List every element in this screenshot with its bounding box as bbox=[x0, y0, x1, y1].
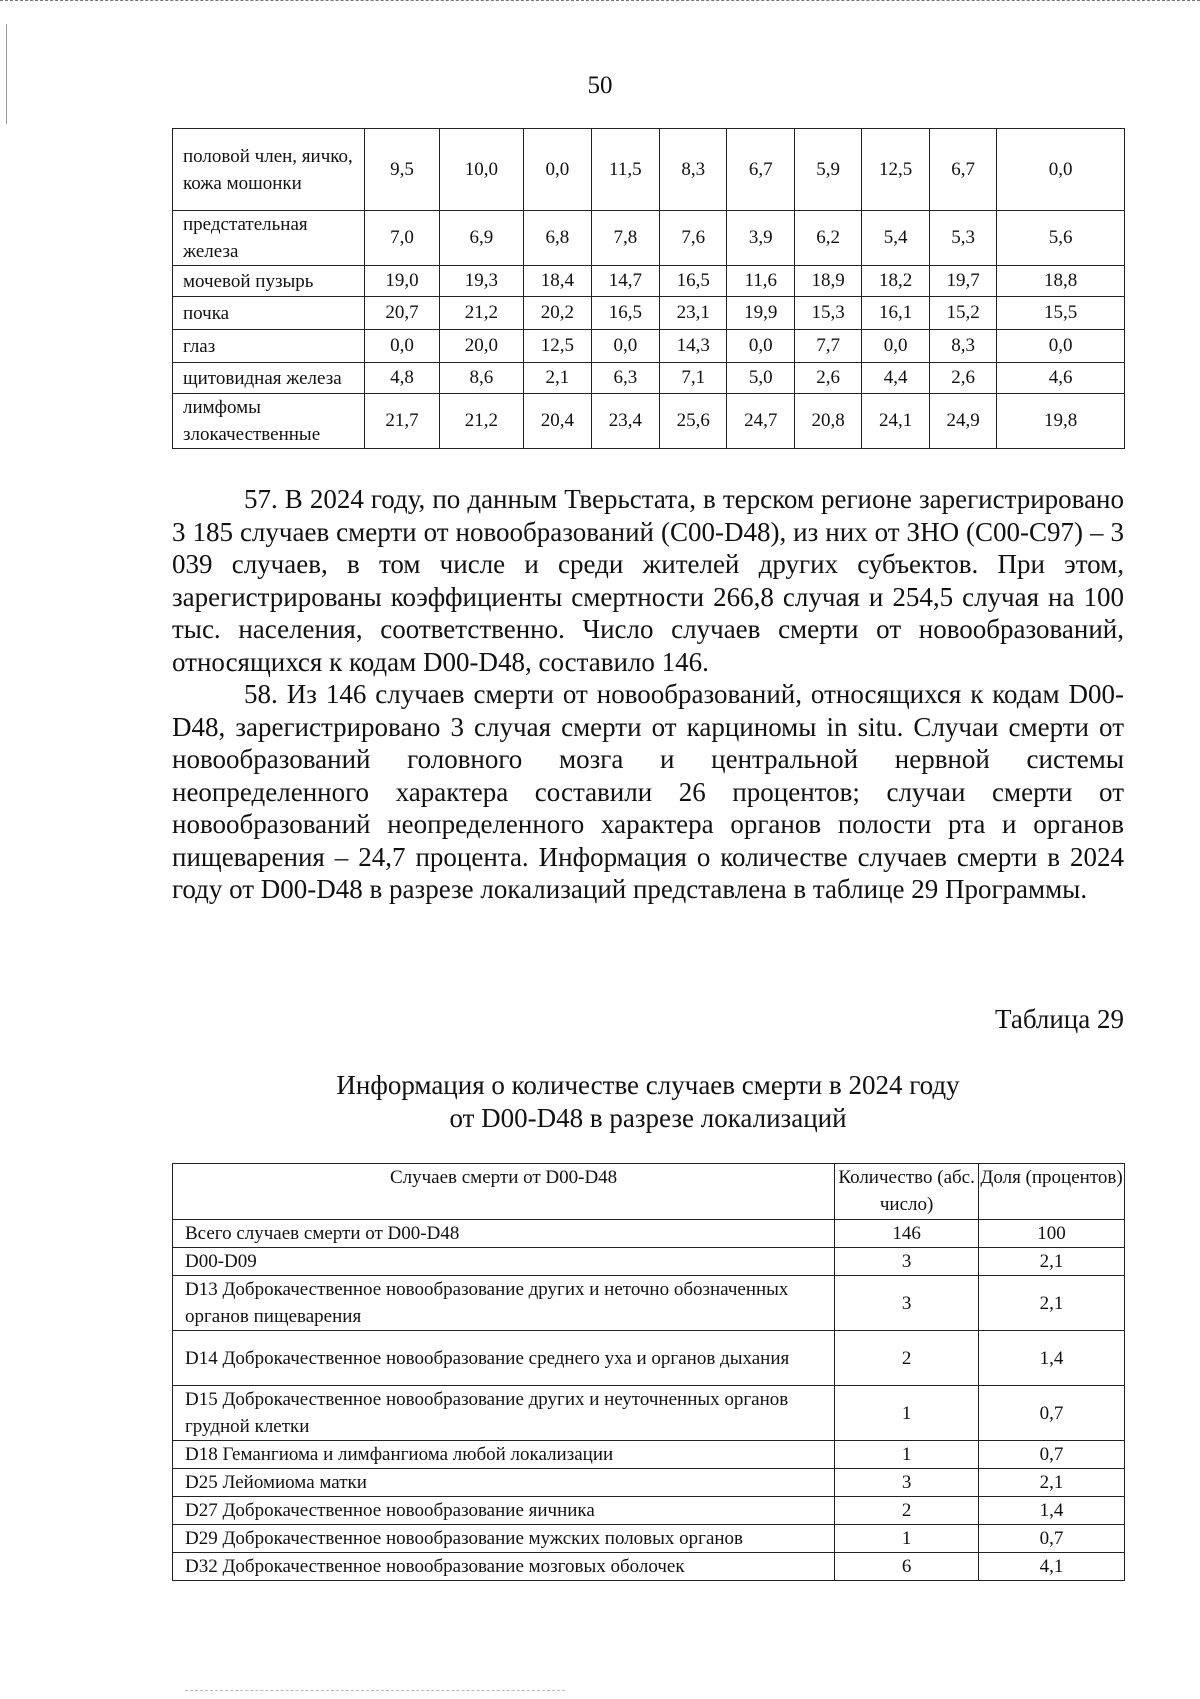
table-row bbox=[173, 1386, 1125, 1441]
table-cell: 20,2 bbox=[524, 297, 591, 330]
table-cell: 21,2 bbox=[439, 297, 524, 330]
row-share: 0,7 bbox=[979, 1386, 1125, 1441]
table-cell: 0,0 bbox=[997, 129, 1125, 211]
row-name: D18 Гемангиома и лимфангиома любой локализации bbox=[173, 1441, 835, 1469]
table-number-caption: Таблица 29 bbox=[995, 1004, 1124, 1034]
row-count: 1 bbox=[835, 1386, 979, 1441]
row-name: Всего случаев смерти от D00-D48 bbox=[173, 1220, 835, 1248]
table-cell: 25,6 bbox=[660, 394, 727, 449]
table-row bbox=[173, 1525, 1125, 1553]
row-share: 2,1 bbox=[979, 1248, 1125, 1276]
table-cell: 19,3 bbox=[439, 266, 524, 297]
paragraph-57: 57. В 2024 году, по данным Тверьстата, в терском регионе зарегистрировано 3 185 случаев смерти от новообразований (C00-D48), из них от ЗНО (C00-C97) – 3 039 случаев, в том числе и среди жителей других субъектов. При этом, зарегистрированы коэффициенты смертности 266,8 случая и 254,5 случая на 100 тыс. населения, соответственно. Число случаев смерти от новообразований, относящихся к кодам D00-D48, составило 146. bbox=[172, 484, 1124, 677]
table-cell: 24,1 bbox=[862, 394, 929, 449]
scan-bottom-edge bbox=[185, 1690, 565, 1692]
row-count: 6 bbox=[835, 1553, 979, 1581]
row-count: 1 bbox=[835, 1525, 979, 1553]
table-cell: 12,5 bbox=[862, 129, 929, 211]
table-header-row bbox=[173, 1164, 1125, 1220]
table-cell: 11,6 bbox=[727, 266, 794, 297]
row-share: 100 bbox=[979, 1220, 1125, 1248]
table-cell: 19,8 bbox=[997, 394, 1125, 449]
table-cell: 7,0 bbox=[365, 211, 439, 266]
row-label: щитовидная железа bbox=[173, 363, 365, 394]
table-cell: 5,6 bbox=[997, 211, 1125, 266]
table-cell: 23,1 bbox=[660, 297, 727, 330]
row-count: 1 bbox=[835, 1441, 979, 1469]
table-row bbox=[173, 297, 1125, 330]
table-cell: 14,3 bbox=[660, 330, 727, 363]
table-row bbox=[173, 1497, 1125, 1525]
table-cell: 23,4 bbox=[591, 394, 659, 449]
table-cell: 21,7 bbox=[365, 394, 439, 449]
table-cell: 24,7 bbox=[727, 394, 794, 449]
row-label: почка bbox=[173, 297, 365, 330]
table-cell: 6,7 bbox=[929, 129, 996, 211]
table-cell: 20,0 bbox=[439, 330, 524, 363]
table-cell: 19,9 bbox=[727, 297, 794, 330]
table-cell: 18,4 bbox=[524, 266, 591, 297]
table-row bbox=[173, 1553, 1125, 1581]
table-cell: 5,0 bbox=[727, 363, 794, 394]
table-cell: 0,0 bbox=[862, 330, 929, 363]
table-cell: 16,5 bbox=[591, 297, 659, 330]
table-cell: 6,2 bbox=[794, 211, 861, 266]
table-cell: 6,3 bbox=[591, 363, 659, 394]
table-cell: 7,6 bbox=[660, 211, 727, 266]
table-cell: 3,9 bbox=[727, 211, 794, 266]
table-cell: 2,1 bbox=[524, 363, 591, 394]
table-row bbox=[173, 129, 1125, 211]
row-share: 1,4 bbox=[979, 1497, 1125, 1525]
table-row bbox=[173, 1469, 1125, 1497]
row-count: 3 bbox=[835, 1276, 979, 1331]
table-cell: 20,7 bbox=[365, 297, 439, 330]
column-header-count: Количество (абс. число) bbox=[835, 1164, 979, 1220]
table-row bbox=[173, 1441, 1125, 1469]
row-label: мочевой пузырь bbox=[173, 266, 365, 297]
row-count: 3 bbox=[835, 1469, 979, 1497]
row-label: половой член, яичко, кожа мошонки bbox=[173, 129, 365, 211]
table-cell: 19,7 bbox=[929, 266, 996, 297]
row-share: 4,1 bbox=[979, 1553, 1125, 1581]
table-cell: 8,3 bbox=[929, 330, 996, 363]
body-text bbox=[172, 483, 1124, 906]
mortality-rate-table-continued bbox=[172, 128, 1125, 449]
row-count: 2 bbox=[835, 1331, 979, 1386]
row-count: 146 bbox=[835, 1220, 979, 1248]
scan-top-edge bbox=[0, 0, 1200, 3]
table-cell: 19,0 bbox=[365, 266, 439, 297]
row-share: 2,1 bbox=[979, 1469, 1125, 1497]
table-cell: 2,6 bbox=[794, 363, 861, 394]
column-header-cases: Случаев смерти от D00-D48 bbox=[173, 1164, 835, 1220]
table-cell: 16,5 bbox=[660, 266, 727, 297]
table-cell: 15,3 bbox=[794, 297, 861, 330]
table-cell: 21,2 bbox=[439, 394, 524, 449]
table-row bbox=[173, 363, 1125, 394]
paragraph-58: 58. Из 146 случаев смерти от новообразований, относящихся к кодам D00-D48, зарегистрировано 3 случая смерти от карциномы in situ. Случаи смерти от новообразований головного мозга и центральной нервной системы неопределенного характера составили 26 процентов; случаи смерти от новообразований неопределенного характера органов полости рта и органов пищеварения – 24,7 процента. Информация о количестве случаев смерти в 2024 году от D00-D48 в разрезе локализаций представлена в таблице 29 Программы. bbox=[172, 679, 1124, 904]
table-row bbox=[173, 330, 1125, 363]
table-cell: 0,0 bbox=[365, 330, 439, 363]
table-cell: 0,0 bbox=[524, 129, 591, 211]
table-cell: 24,9 bbox=[929, 394, 996, 449]
table-cell: 0,0 bbox=[591, 330, 659, 363]
table-cell: 15,2 bbox=[929, 297, 996, 330]
row-name: D27 Доброкачественное новообразование яичника bbox=[173, 1497, 835, 1525]
row-name: D13 Доброкачественное новообразование других и неточно обозначенных органов пищеварения bbox=[173, 1276, 835, 1331]
column-header-share: Доля (процентов) bbox=[979, 1164, 1125, 1220]
table-row bbox=[173, 266, 1125, 297]
table-cell: 8,6 bbox=[439, 363, 524, 394]
table-cell: 6,7 bbox=[727, 129, 794, 211]
table-cell: 4,4 bbox=[862, 363, 929, 394]
row-name: D25 Лейомиома матки bbox=[173, 1469, 835, 1497]
row-count: 2 bbox=[835, 1497, 979, 1525]
table-cell: 7,7 bbox=[794, 330, 861, 363]
table-cell: 11,5 bbox=[591, 129, 659, 211]
row-share: 0,7 bbox=[979, 1525, 1125, 1553]
table-cell: 5,3 bbox=[929, 211, 996, 266]
table-row bbox=[173, 211, 1125, 266]
row-name: D15 Доброкачественное новообразование других и неуточненных органов грудной клетки bbox=[173, 1386, 835, 1441]
table-cell: 18,9 bbox=[794, 266, 861, 297]
table-cell: 7,8 bbox=[591, 211, 659, 266]
row-label: предстательная железа bbox=[173, 211, 365, 266]
table-cell: 20,4 bbox=[524, 394, 591, 449]
table-cell: 18,2 bbox=[862, 266, 929, 297]
table-cell: 15,5 bbox=[997, 297, 1125, 330]
table-cell: 4,6 bbox=[997, 363, 1125, 394]
row-name: D32 Доброкачественное новообразование мозговых оболочек bbox=[173, 1553, 835, 1581]
table-row bbox=[173, 1331, 1125, 1386]
table-cell: 18,8 bbox=[997, 266, 1125, 297]
table-cell: 12,5 bbox=[524, 330, 591, 363]
table-row bbox=[173, 394, 1125, 449]
row-label: лимфомы злокачественные bbox=[173, 394, 365, 449]
table-cell: 0,0 bbox=[727, 330, 794, 363]
table-row bbox=[173, 1220, 1125, 1248]
table-cell: 10,0 bbox=[439, 129, 524, 211]
deaths-d00-d48-table bbox=[172, 1163, 1125, 1581]
table-row bbox=[173, 1276, 1125, 1331]
table-cell: 4,8 bbox=[365, 363, 439, 394]
table-cell: 6,8 bbox=[524, 211, 591, 266]
row-share: 2,1 bbox=[979, 1276, 1125, 1331]
table-cell: 16,1 bbox=[862, 297, 929, 330]
table-cell: 6,9 bbox=[439, 211, 524, 266]
table-row bbox=[173, 1248, 1125, 1276]
row-name: D29 Доброкачественное новообразование мужских половых органов bbox=[173, 1525, 835, 1553]
row-name: D00-D09 bbox=[173, 1248, 835, 1276]
table-cell: 0,0 bbox=[997, 330, 1125, 363]
row-share: 1,4 bbox=[979, 1331, 1125, 1386]
table-cell: 9,5 bbox=[365, 129, 439, 211]
row-name: D14 Доброкачественное новообразование среднего уха и органов дыхания bbox=[173, 1331, 835, 1386]
table-cell: 8,3 bbox=[660, 129, 727, 211]
table-cell: 2,6 bbox=[929, 363, 996, 394]
table-cell: 20,8 bbox=[794, 394, 861, 449]
table-title-line-2: от D00-D48 в разрезе локализаций bbox=[449, 1103, 847, 1133]
row-count: 3 bbox=[835, 1248, 979, 1276]
table-title-line-1: Информация о количестве случаев смерти в 2024 году bbox=[336, 1070, 960, 1100]
table-cell: 14,7 bbox=[591, 266, 659, 297]
row-share: 0,7 bbox=[979, 1441, 1125, 1469]
table-cell: 5,9 bbox=[794, 129, 861, 211]
page-number: 50 bbox=[587, 72, 613, 99]
table-cell: 7,1 bbox=[660, 363, 727, 394]
row-label: глаз bbox=[173, 330, 365, 363]
table-cell: 5,4 bbox=[862, 211, 929, 266]
table-title bbox=[172, 1069, 1124, 1135]
